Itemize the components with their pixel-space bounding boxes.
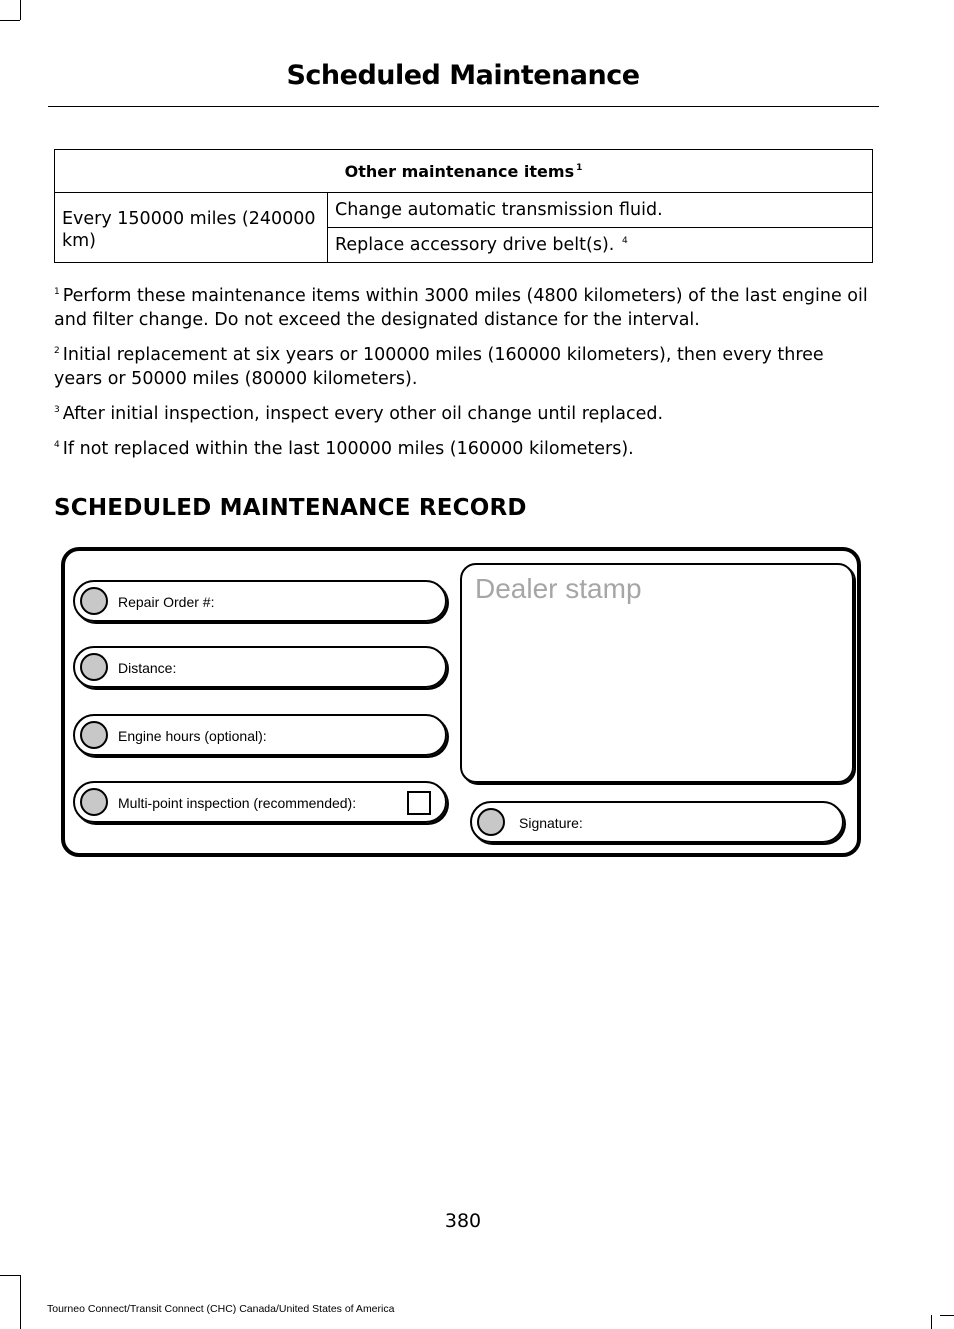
maintenance-table (54, 149, 873, 263)
crop-mark (0, 1275, 20, 1276)
crop-mark (0, 20, 20, 21)
footnote-mark: 4 (54, 440, 60, 450)
table-header-row (55, 150, 873, 193)
repair-order-field[interactable] (73, 580, 447, 622)
section-heading: SCHEDULED MAINTENANCE RECORD (54, 495, 527, 521)
task-text: Change automatic transmission fluid. (335, 200, 663, 220)
footnote (54, 433, 874, 461)
task-cell (328, 193, 873, 228)
footnotes (54, 280, 874, 468)
circle-icon (80, 587, 108, 615)
footnote (54, 280, 874, 332)
field-label: Distance: (118, 660, 177, 676)
footnote-text: If not replaced within the last 100000 miles (160000 kilometers). (62, 439, 634, 459)
signature-field[interactable] (470, 801, 844, 843)
crop-mark (931, 1315, 932, 1329)
footnote-text: Initial replacement at six years or 100000 miles (160000 kilometers), then every three years or 50000 miles (80000 kilometers). (54, 345, 824, 389)
crop-mark (20, 0, 21, 20)
field-label: Engine hours (optional): (118, 728, 267, 744)
dealer-stamp-box (460, 563, 854, 783)
footnote-mark: 1 (54, 287, 60, 297)
distance-field[interactable] (73, 646, 447, 688)
interval-cell: Every 150000 miles (240000 km) (55, 193, 328, 263)
page-title: Scheduled Maintenance (286, 60, 640, 91)
crop-mark (20, 1275, 21, 1329)
page-number: 380 (444, 1210, 482, 1232)
footnote-ref: 4 (621, 236, 628, 246)
footnote (54, 339, 874, 391)
inspection-checkbox[interactable] (407, 791, 431, 815)
circle-icon (80, 653, 108, 681)
table-row (55, 193, 873, 228)
footnote-mark: 2 (54, 346, 60, 356)
dealer-stamp-label: Dealer stamp (475, 573, 642, 604)
task-cell (328, 228, 873, 263)
field-label: Multi-point inspection (recommended): (118, 795, 357, 811)
task-text: Replace accessory drive belt(s). (335, 235, 615, 255)
footnote-mark: 3 (54, 405, 60, 415)
crop-mark (940, 1315, 954, 1316)
footnote (54, 398, 874, 426)
circle-icon (477, 808, 505, 836)
title-divider (48, 106, 879, 107)
engine-hours-field[interactable] (73, 714, 447, 756)
circle-icon (80, 721, 108, 749)
table-heading (55, 150, 873, 193)
footer-text: Tourneo Connect/Transit Connect (CHC) Canada/United States of America (47, 1303, 395, 1315)
inspection-field[interactable] (73, 781, 447, 823)
table-heading-text: Other maintenance items (344, 161, 575, 181)
field-label: Repair Order #: (118, 594, 215, 610)
footnote-text: Perform these maintenance items within 3000 miles (4800 kilometers) of the last engine oil and filter change. Do not exceed the designated distance for the interval. (54, 286, 868, 330)
circle-icon (80, 788, 108, 816)
field-label: Signature: (519, 815, 583, 831)
footnote-ref: 1 (576, 162, 583, 173)
footnote-text: After initial inspection, inspect every other oil change until replaced. (62, 404, 664, 424)
